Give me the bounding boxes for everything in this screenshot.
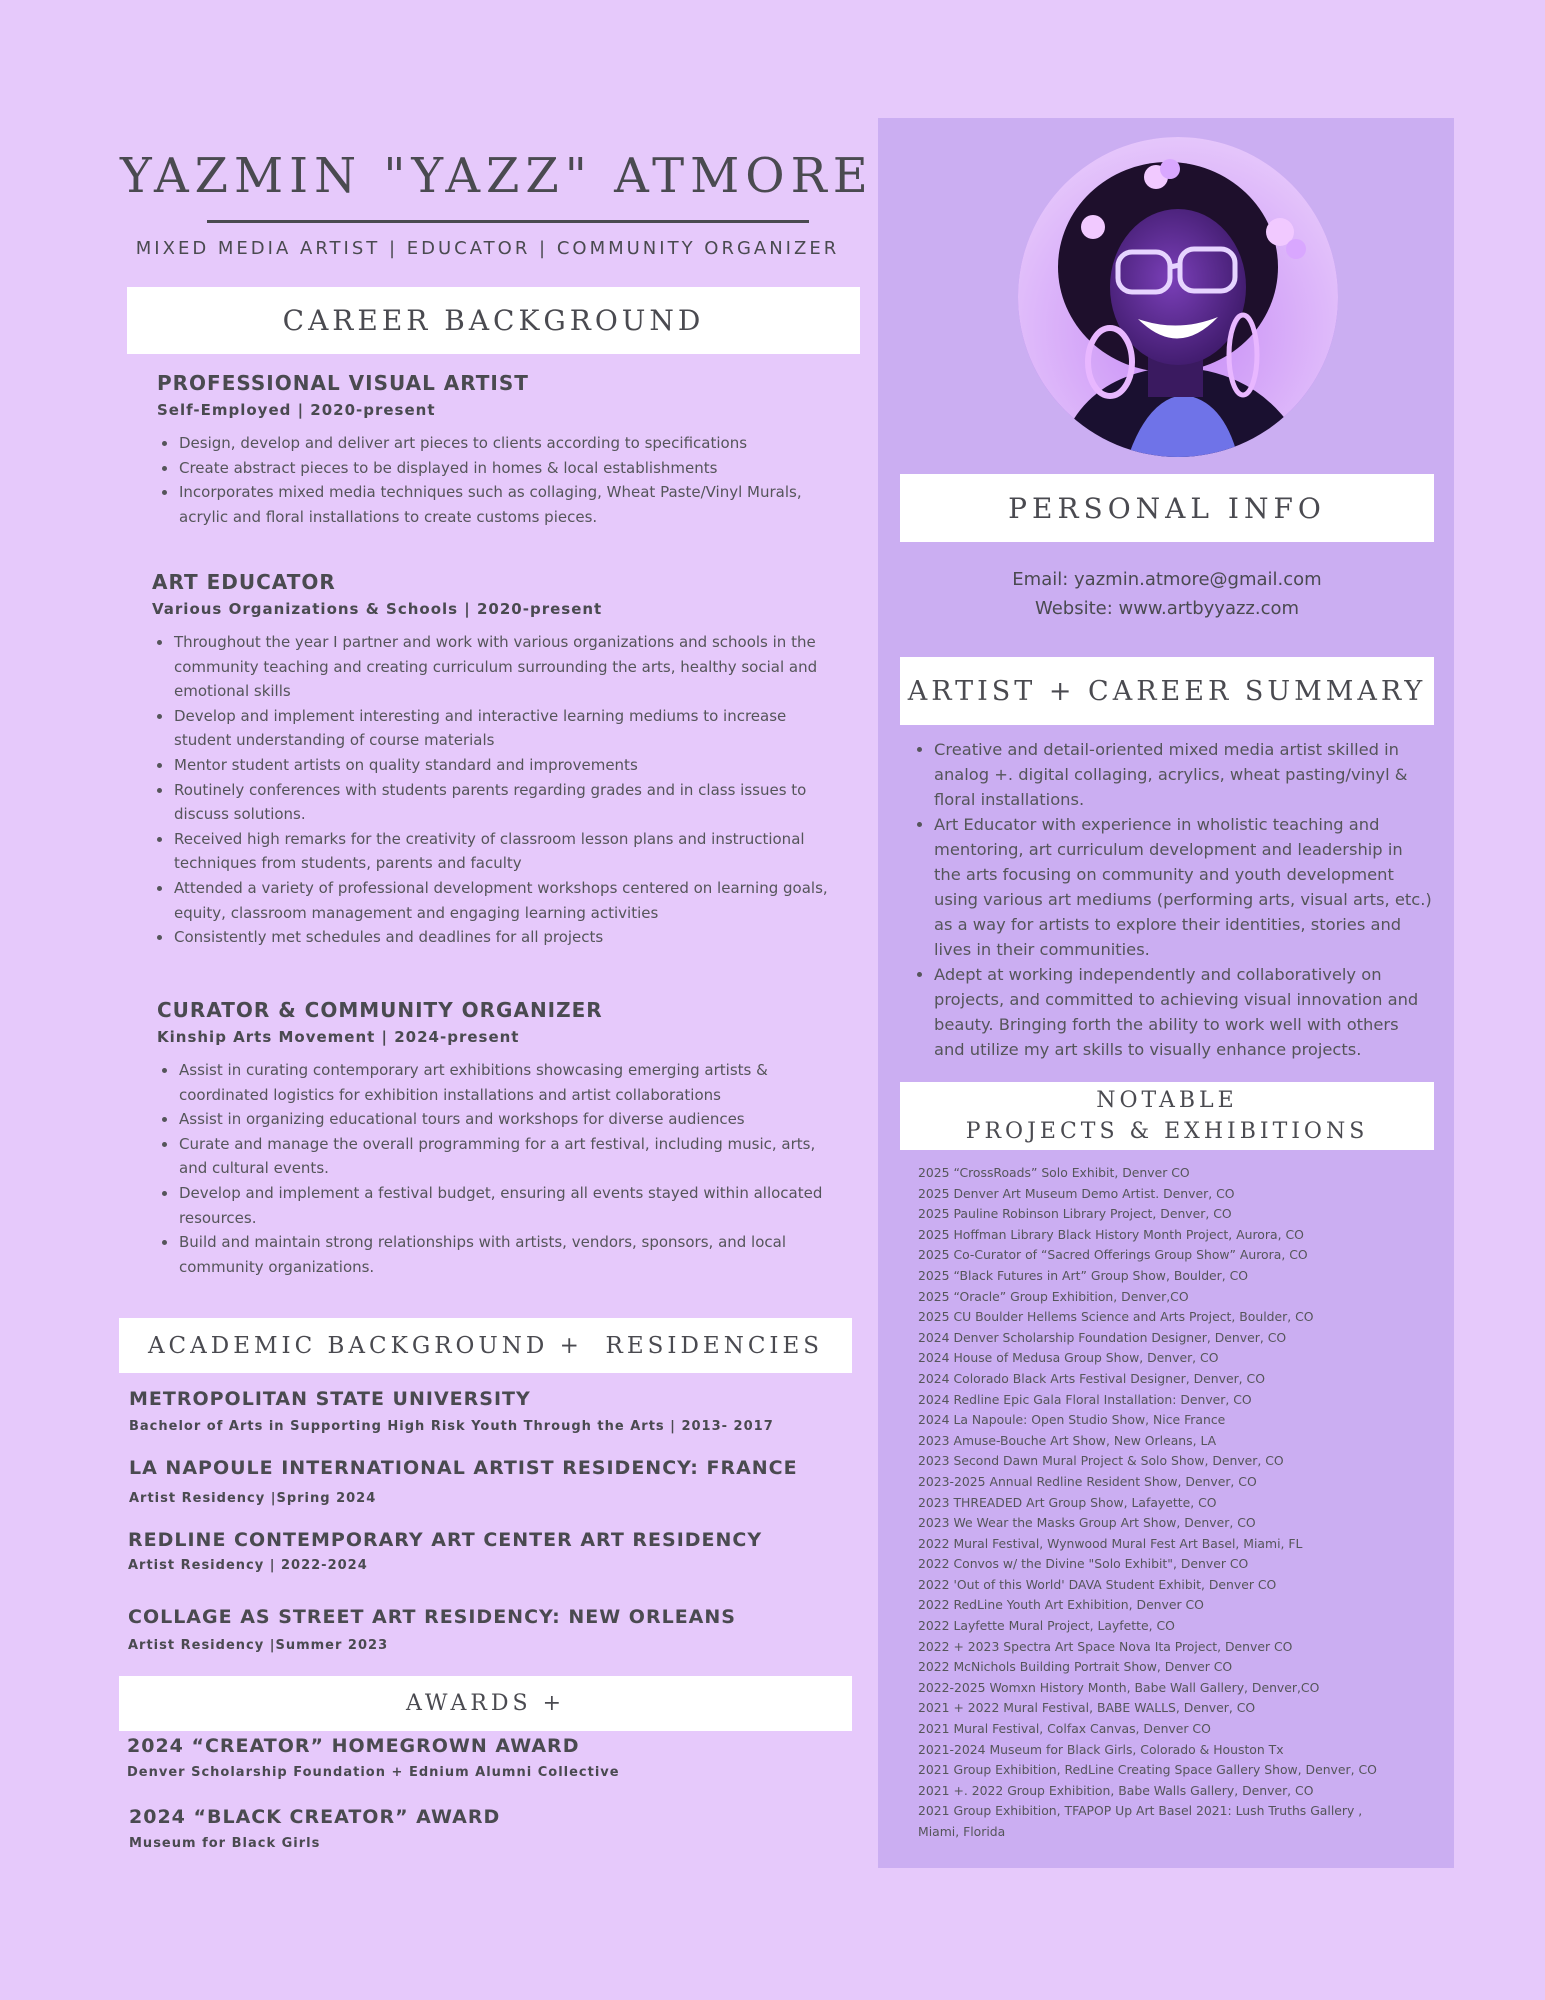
list-item: 2022 McNichols Building Portrait Show, Denver CO <box>918 1659 1233 1675</box>
award-title: 2024 “CREATOR” HOMEGROWN AWARD <box>127 1735 580 1757</box>
portrait-illustration <box>1018 137 1338 457</box>
academic-heading-text: ACADEMIC BACKGROUND + RESIDENCIES <box>147 1332 824 1359</box>
summary-heading <box>900 657 1434 725</box>
projects-list <box>918 1163 1388 1843</box>
awards-heading <box>119 1676 852 1731</box>
list-item: 2022 + 2023 Spectra Art Space Nova Ita Project, Denver CO <box>918 1638 1293 1654</box>
list-item: 2021 + 2022 Mural Festival, BABE WALLS, Denver, CO <box>918 1700 1256 1716</box>
list-item: Routinely conferences with students parents regarding grades and in class issues to discuss solutions. <box>152 778 837 827</box>
projects-heading <box>900 1082 1434 1150</box>
list-item: Mentor student artists on quality standard and improvements <box>152 753 837 778</box>
list-item: Incorporates mixed media techniques such as collaging, Wheat Paste/Vinyl Murals, acrylic and floral installations to create customs pieces. <box>157 480 837 529</box>
list-item: Throughout the year I partner and work with various organizations and schools in the community teaching and creating curriculum surrounding the arts, healthy social and emotional skills <box>152 630 837 704</box>
career-background-heading <box>127 287 860 354</box>
personal-info-heading <box>900 474 1434 542</box>
list-item: Design, develop and deliver art pieces to clients according to specifications <box>157 431 837 456</box>
career-background-heading-text: CAREER BACKGROUND <box>282 304 705 337</box>
list-item: Assist in organizing educational tours and workshops for diverse audiences <box>157 1107 837 1132</box>
contact-block <box>900 565 1434 623</box>
academic-title: COLLAGE AS STREET ART RESIDENCY: NEW ORLEANS <box>128 1606 736 1628</box>
list-item: 2021 Mural Festival, Colfax Canvas, Denver CO <box>918 1721 1211 1737</box>
job-entry <box>157 998 837 1279</box>
academic-title: METROPOLITAN STATE UNIVERSITY <box>129 1388 531 1410</box>
list-item: 2025 Co-Curator of “Sacred Offerings Group Show” Aurora, CO <box>918 1247 1308 1263</box>
list-item: 2022 RedLine Youth Art Exhibition, Denver CO <box>918 1597 1204 1613</box>
list-item: Create abstract pieces to be displayed in homes & local establishments <box>157 456 837 481</box>
list-item: Curate and manage the overall programming for a art festival, including music, arts, and cultural events. <box>157 1132 837 1181</box>
list-item: 2025 “Black Futures in Art” Group Show, Boulder, CO <box>918 1267 1249 1283</box>
list-item: Received high remarks for the creativity of classroom lesson plans and instructional techniques from students, parents and faculty <box>152 827 837 876</box>
website-text: Website: www.artbyyazz.com <box>1034 598 1300 619</box>
list-item: Adept at working independently and collaboratively on projects, and committed to achieving visual innovation and beauty. Bringing forth the ability to work well with others and utilize my art skills to visually enhance projects. <box>912 962 1432 1062</box>
list-item: 2024 La Napoule: Open Studio Show, Nice France <box>918 1412 1226 1428</box>
job-title: CURATOR & COMMUNITY ORGANIZER <box>157 998 603 1022</box>
job-title: PROFESSIONAL VISUAL ARTIST <box>157 371 529 395</box>
summary-heading-text: ARTIST + CAREER SUMMARY <box>907 675 1427 707</box>
list-item: 2023 THREADED Art Group Show, Lafayette, CO <box>918 1494 1217 1510</box>
projects-heading-line: PROJECTS & EXHIBITIONS <box>965 1119 1369 1144</box>
list-item: 2025 “Oracle” Group Exhibition, Denver,CO <box>918 1288 1189 1304</box>
academic-heading <box>119 1318 852 1373</box>
list-item: 2022 Layfette Mural Project, Layfette, CO <box>918 1618 1175 1634</box>
summary-block <box>912 737 1432 1062</box>
academic-subtitle: Artist Residency |Summer 2023 <box>128 1638 389 1653</box>
list-item: 2025 Denver Art Museum Demo Artist. Denver, CO <box>918 1185 1235 1201</box>
list-item: 2025 Hoffman Library Black History Month Project, Aurora, CO <box>918 1226 1304 1242</box>
list-item: 2021 +. 2022 Group Exhibition, Babe Walls Gallery, Denver, CO <box>918 1782 1314 1798</box>
list-item: 2022 Mural Festival, Wynwood Mural Fest Art Basel, Miami, FL <box>918 1535 1303 1551</box>
academic-subtitle: Artist Residency |Spring 2024 <box>129 1491 377 1506</box>
job-entry <box>157 371 837 529</box>
job-subtitle: Kinship Arts Movement | 2024-present <box>157 1028 520 1046</box>
academic-subtitle: Bachelor of Arts in Supporting High Risk Youth Through the Arts | 2013- 2017 <box>129 1419 774 1434</box>
list-item: 2024 Redline Epic Gala Floral Installation: Denver, CO <box>918 1391 1252 1407</box>
job-entry <box>152 570 837 950</box>
academic-title: LA NAPOULE INTERNATIONAL ARTIST RESIDENCY: FRANCE <box>129 1457 798 1479</box>
list-item: 2024 House of Medusa Group Show, Denver, CO <box>918 1350 1219 1366</box>
list-item: 2023-2025 Annual Redline Resident Show, Denver, CO <box>918 1473 1257 1489</box>
summary-bullets <box>912 737 1432 1062</box>
list-item: Develop and implement a festival budget, ensuring all events stayed within allocated resources. <box>157 1181 837 1230</box>
list-item: 2025 Pauline Robinson Library Project, Denver, CO <box>918 1206 1232 1222</box>
list-item: 2021-2024 Museum for Black Girls, Colorado & Houston Tx <box>918 1741 1284 1757</box>
list-item: Build and maintain strong relationships with artists, vendors, sponsors, and local community organizations. <box>157 1230 837 1279</box>
award-subtitle: Denver Scholarship Foundation + Ednium Alumni Collective <box>127 1765 620 1780</box>
job-bullets <box>157 1058 837 1279</box>
list-item: 2023 We Wear the Masks Group Art Show, Denver, CO <box>918 1515 1256 1531</box>
award-subtitle: Museum for Black Girls <box>129 1836 321 1851</box>
job-title: ART EDUCATOR <box>152 570 336 594</box>
academic-subtitle: Artist Residency | 2022-2024 <box>128 1558 368 1573</box>
list-item: 2023 Second Dawn Mural Project & Solo Show, Denver, CO <box>918 1453 1284 1469</box>
list-item: 2024 Denver Scholarship Foundation Designer, Denver, CO <box>918 1329 1287 1345</box>
award-title: 2024 “BLACK CREATOR” AWARD <box>129 1806 501 1828</box>
job-bullets <box>157 431 837 529</box>
projects-heading-line: NOTABLE <box>1096 1088 1238 1113</box>
list-item: Consistently met schedules and deadlines for all projects <box>152 925 837 950</box>
resume-tagline: MIXED MEDIA ARTIST | EDUCATOR | COMMUNITY ORGANIZER <box>135 238 840 259</box>
list-item: Develop and implement interesting and interactive learning mediums to increase student understanding of course materials <box>152 704 837 753</box>
list-item: 2022 Convos w/ the Divine "Solo Exhibit", Denver CO <box>918 1556 1249 1572</box>
email-text: Email: yazmin.atmore@gmail.com <box>1012 569 1322 590</box>
list-item: 2022 'Out of this World' DAVA Student Exhibit, Denver CO <box>918 1576 1277 1592</box>
list-item: Assist in curating contemporary art exhibitions showcasing emerging artists & coordinated logistics for exhibition installations and artist collaborations <box>157 1058 837 1107</box>
list-item: 2022-2025 Womxn History Month, Babe Wall Gallery, Denver,CO <box>918 1679 1320 1695</box>
list-item: Attended a variety of professional development workshops centered on learning goals, equity, classroom management and engaging learning activities <box>152 876 837 925</box>
job-subtitle: Various Organizations & Schools | 2020-present <box>152 600 603 618</box>
list-item: 2021 Group Exhibition, RedLine Creating Space Gallery Show, Denver, CO <box>918 1762 1377 1778</box>
list-item: 2025 CU Boulder Hellems Science and Arts Project, Boulder, CO <box>918 1309 1314 1325</box>
resume-name: YAZMIN "YAZZ" ATMORE <box>120 148 874 204</box>
job-subtitle: Self-Employed | 2020-present <box>157 401 436 419</box>
list-item: 2021 Group Exhibition, TFAPOP Up Art Basel 2021: Lush Truths Gallery , Miami, Florida <box>918 1803 1363 1839</box>
list-item: 2024 Colorado Black Arts Festival Designer, Denver, CO <box>918 1370 1265 1386</box>
list-item: 2025 “CrossRoads” Solo Exhibit, Denver CO <box>918 1165 1190 1180</box>
list-item: 2023 Amuse-Bouche Art Show, New Orleans, LA <box>918 1432 1217 1448</box>
name-underline <box>207 220 809 223</box>
awards-heading-text: AWARDS + <box>405 1691 566 1716</box>
profile-photo <box>1018 137 1338 457</box>
personal-info-heading-text: PERSONAL INFO <box>1008 491 1326 525</box>
academic-title: REDLINE CONTEMPORARY ART CENTER ART RESIDENCY <box>128 1529 763 1551</box>
list-item: Art Educator with experience in wholistic teaching and mentoring, art curriculum development and leadership in the arts focusing on community and youth development using various art mediums (performing arts, visual arts, etc.) as a way for artists to explore their identities, stories and lives in their communities. <box>912 812 1432 962</box>
job-bullets <box>152 630 837 950</box>
list-item: Creative and detail-oriented mixed media artist skilled in analog +. digital collaging, acrylics, wheat pasting/vinyl & floral installations. <box>912 737 1432 812</box>
